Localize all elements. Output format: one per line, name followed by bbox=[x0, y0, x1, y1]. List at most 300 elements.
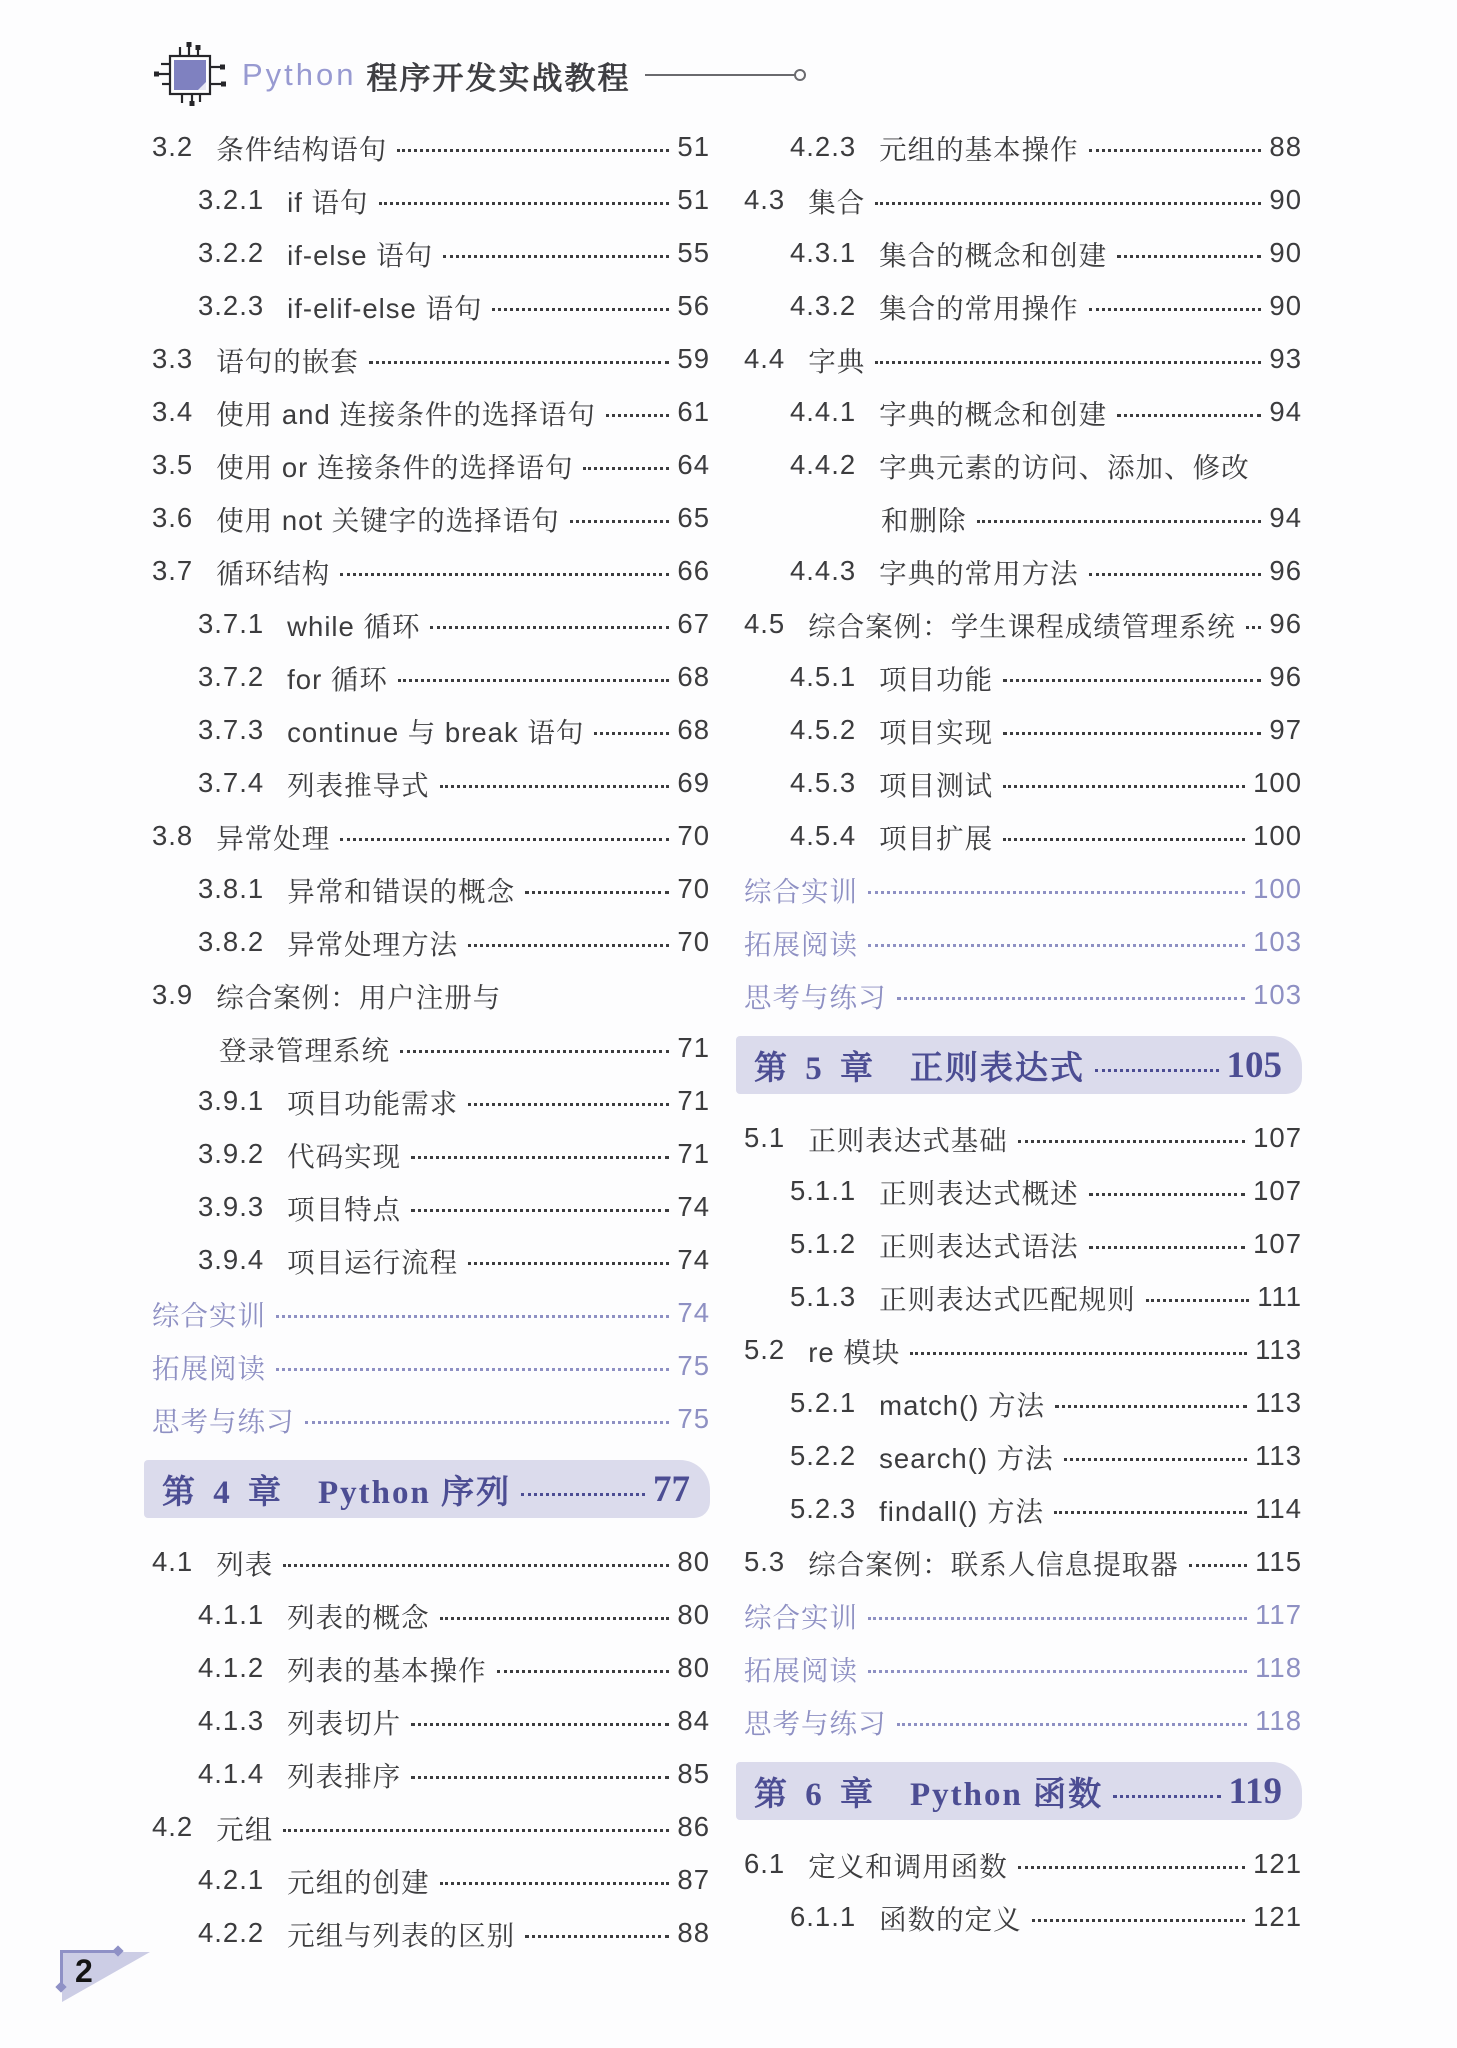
toc-column-left bbox=[152, 120, 710, 1959]
page-number: 70 bbox=[677, 872, 710, 904]
section-title: 字典元素的访问、添加、修改 bbox=[879, 451, 1250, 483]
section-number: 3.8.2 bbox=[198, 925, 265, 957]
section-number: 5.1.2 bbox=[790, 1227, 857, 1259]
toc-entry-row bbox=[744, 279, 1302, 332]
dot-leader bbox=[570, 520, 670, 523]
toc-entry-row bbox=[152, 1747, 710, 1800]
toc-entry-row bbox=[152, 1641, 710, 1694]
toc-entry-row bbox=[152, 703, 710, 756]
dot-leader bbox=[492, 308, 669, 311]
dot-leader bbox=[411, 1209, 669, 1212]
section-number: 5.2 bbox=[744, 1333, 786, 1365]
section-title: 条件结构语句 bbox=[216, 133, 388, 165]
page-number: 51 bbox=[677, 183, 710, 215]
dot-leader bbox=[497, 1670, 670, 1673]
section-number: 3.8 bbox=[152, 819, 194, 851]
special-title: 拓展阅读 bbox=[152, 1352, 266, 1384]
page-number: 64 bbox=[677, 448, 710, 480]
page-number: 71 bbox=[677, 1084, 710, 1116]
section-number: 3.4 bbox=[152, 395, 194, 427]
dot-leader bbox=[440, 785, 670, 788]
dot-leader bbox=[525, 891, 669, 894]
page-footer bbox=[60, 1948, 220, 2018]
section-title: 代码实现 bbox=[287, 1140, 402, 1172]
section-title: 综合案例：用户注册与 bbox=[216, 981, 502, 1013]
special-title: 综合实训 bbox=[744, 875, 858, 907]
section-title: match() 方法 bbox=[879, 1389, 1046, 1421]
dot-leader bbox=[1089, 308, 1262, 311]
section-number: 5.1 bbox=[744, 1121, 786, 1153]
toc-entry-row bbox=[152, 968, 710, 1021]
page-number: 88 bbox=[677, 1916, 710, 1948]
dot-leader bbox=[276, 1368, 669, 1371]
page-number: 90 bbox=[1269, 236, 1302, 268]
toc-entry-row bbox=[152, 1535, 710, 1588]
section-title: 定义和调用函数 bbox=[808, 1850, 1008, 1882]
section-number: 5.2.2 bbox=[790, 1439, 857, 1471]
dot-leader bbox=[977, 520, 1262, 523]
page-number: 80 bbox=[677, 1545, 710, 1577]
page-number: 90 bbox=[1269, 183, 1302, 215]
toc-entry-row bbox=[152, 809, 710, 862]
section-number: 4.3.2 bbox=[790, 289, 857, 321]
toc-entry-row bbox=[744, 1111, 1302, 1164]
section-number: 4.1.3 bbox=[198, 1704, 265, 1736]
section-title: 项目运行流程 bbox=[287, 1246, 459, 1278]
toc-entry-row bbox=[152, 1180, 710, 1233]
dot-leader bbox=[305, 1421, 670, 1424]
page-number: 80 bbox=[677, 1651, 710, 1683]
toc-special-row bbox=[744, 1694, 1302, 1747]
section-title: 元组的基本操作 bbox=[879, 133, 1079, 165]
section-number: 3.7.4 bbox=[198, 766, 265, 798]
section-title: 循环结构 bbox=[216, 557, 331, 589]
page-number: 70 bbox=[677, 925, 710, 957]
toc-entry-row bbox=[152, 544, 710, 597]
section-number: 3.2 bbox=[152, 130, 194, 162]
page-number: 55 bbox=[677, 236, 710, 268]
toc-entry-continuation bbox=[744, 491, 1302, 544]
section-title-continued: 和删除 bbox=[881, 504, 967, 536]
page-number: 74 bbox=[677, 1190, 710, 1222]
section-number: 4.1.1 bbox=[198, 1598, 265, 1630]
page-number: 59 bbox=[677, 342, 710, 374]
section-title: 集合的常用操作 bbox=[879, 292, 1079, 324]
section-number: 3.9.2 bbox=[198, 1137, 265, 1169]
dot-leader bbox=[283, 1564, 669, 1567]
brand-name-en: Python bbox=[242, 57, 357, 92]
section-title: 异常处理方法 bbox=[287, 928, 459, 960]
toc-special-row bbox=[744, 1641, 1302, 1694]
section-number: 5.1.3 bbox=[790, 1280, 857, 1312]
toc-entry-row bbox=[744, 1270, 1302, 1323]
section-number: 4.2.1 bbox=[198, 1863, 265, 1895]
page-number: 61 bbox=[677, 395, 710, 427]
chip-logo-icon bbox=[152, 42, 228, 108]
section-number: 4.2 bbox=[152, 1810, 194, 1842]
dot-leader bbox=[1055, 1405, 1247, 1408]
toc-entry-row bbox=[744, 1323, 1302, 1376]
page-number: 100 bbox=[1253, 766, 1302, 798]
section-title: 集合的概念和创建 bbox=[879, 239, 1108, 271]
toc-entry-row bbox=[744, 1890, 1302, 1943]
section-title: 项目功能需求 bbox=[287, 1087, 459, 1119]
toc-special-row bbox=[152, 1286, 710, 1339]
dot-leader bbox=[1117, 255, 1261, 258]
dot-leader bbox=[868, 1617, 1247, 1620]
dot-leader bbox=[1003, 785, 1245, 788]
toc-entry-row bbox=[744, 120, 1302, 173]
page-number: 56 bbox=[677, 289, 710, 321]
page-number: 71 bbox=[677, 1031, 710, 1063]
page-number: 75 bbox=[677, 1349, 710, 1381]
page-number: 85 bbox=[677, 1757, 710, 1789]
dot-leader bbox=[1189, 1564, 1247, 1567]
page-number: 93 bbox=[1269, 342, 1302, 374]
dot-leader bbox=[369, 361, 670, 364]
page-number: 121 bbox=[1253, 1847, 1302, 1879]
page-number: 74 bbox=[677, 1243, 710, 1275]
page-number: 94 bbox=[1269, 501, 1302, 533]
page-number: 114 bbox=[1255, 1492, 1302, 1524]
section-title-continued: 登录管理系统 bbox=[219, 1034, 390, 1066]
dot-leader bbox=[440, 1882, 670, 1885]
dot-leader bbox=[440, 1617, 670, 1620]
section-title: for 循环 bbox=[287, 663, 388, 695]
toc-entry-row bbox=[152, 491, 710, 544]
section-number: 4.5.1 bbox=[790, 660, 857, 692]
page-number: 67 bbox=[677, 607, 710, 639]
page-number: 80 bbox=[677, 1598, 710, 1630]
special-title: 思考与练习 bbox=[744, 981, 887, 1013]
toc-entry-row bbox=[744, 1429, 1302, 1482]
section-number: 5.2.1 bbox=[790, 1386, 857, 1418]
brand-name-zh: 程序开发实战教程 bbox=[366, 60, 631, 96]
toc-entry-row bbox=[744, 756, 1302, 809]
section-number: 3.9.1 bbox=[198, 1084, 265, 1116]
dot-leader bbox=[379, 202, 670, 205]
toc-entry-row bbox=[152, 385, 710, 438]
toc-entry-row bbox=[744, 703, 1302, 756]
dot-leader bbox=[1089, 1193, 1245, 1196]
page-number: 66 bbox=[677, 554, 710, 586]
section-number: 3.9.3 bbox=[198, 1190, 265, 1222]
page-number: 103 bbox=[1253, 978, 1302, 1010]
toc-entry-row bbox=[744, 809, 1302, 862]
page-number: 75 bbox=[677, 1402, 710, 1434]
dot-leader bbox=[606, 414, 670, 417]
dot-leader bbox=[276, 1315, 669, 1318]
section-number: 3.8.1 bbox=[198, 872, 265, 904]
section-title: 语句的嵌套 bbox=[216, 345, 359, 377]
dot-leader bbox=[583, 467, 669, 470]
page-number: 107 bbox=[1253, 1227, 1302, 1259]
toc-entry-row bbox=[744, 173, 1302, 226]
section-title: 字典的概念和创建 bbox=[879, 398, 1108, 430]
section-title: 元组的创建 bbox=[287, 1866, 430, 1898]
page-number: 86 bbox=[677, 1810, 710, 1842]
dot-leader bbox=[1032, 1919, 1245, 1922]
dot-leader bbox=[468, 1103, 669, 1106]
toc-entry-row bbox=[152, 1588, 710, 1641]
section-number: 4.4.3 bbox=[790, 554, 857, 586]
section-title: search() 方法 bbox=[879, 1442, 1054, 1474]
toc-entry-row bbox=[152, 279, 710, 332]
dot-leader bbox=[468, 944, 669, 947]
special-title: 综合实训 bbox=[152, 1299, 266, 1331]
special-title: 综合实训 bbox=[744, 1601, 858, 1633]
section-title: 项目测试 bbox=[879, 769, 994, 801]
dot-leader bbox=[910, 1352, 1247, 1355]
toc-entry-row bbox=[152, 1233, 710, 1286]
page-number: 84 bbox=[677, 1704, 710, 1736]
toc-entry-continuation bbox=[152, 1021, 710, 1074]
chapter-title: Python 序列 bbox=[318, 1474, 512, 1511]
special-title: 思考与练习 bbox=[152, 1405, 295, 1437]
section-title: 综合案例：联系人信息提取器 bbox=[808, 1548, 1179, 1580]
toc-entry-row bbox=[744, 650, 1302, 703]
section-title: if-elif-else 语句 bbox=[287, 292, 483, 324]
folio-page-number: 2 bbox=[75, 1953, 93, 1989]
section-number: 6.1 bbox=[744, 1847, 786, 1879]
section-number: 4.1 bbox=[152, 1545, 194, 1577]
section-title: 元组 bbox=[216, 1813, 274, 1845]
page-number: 96 bbox=[1269, 607, 1302, 639]
dot-leader bbox=[1089, 573, 1262, 576]
section-number: 4.3.1 bbox=[790, 236, 857, 268]
section-title: findall() 方法 bbox=[879, 1495, 1044, 1527]
section-title: 使用 not 关键字的选择语句 bbox=[216, 504, 560, 536]
toc-entry-row bbox=[744, 1837, 1302, 1890]
page-number: 107 bbox=[1253, 1121, 1302, 1153]
page-number: 113 bbox=[1255, 1386, 1302, 1418]
page-number: 71 bbox=[677, 1137, 710, 1169]
section-title: 函数的定义 bbox=[879, 1903, 1022, 1935]
section-title: if 语句 bbox=[287, 186, 369, 218]
section-number: 6.1.1 bbox=[790, 1900, 857, 1932]
chapter-page-number: 77 bbox=[653, 1468, 690, 1510]
toc-special-row bbox=[744, 862, 1302, 915]
page-number: 96 bbox=[1269, 660, 1302, 692]
page-number: 115 bbox=[1255, 1545, 1302, 1577]
dot-leader bbox=[1146, 1299, 1250, 1302]
dot-leader bbox=[1113, 1795, 1220, 1798]
section-title: 项目实现 bbox=[879, 716, 994, 748]
section-number: 5.1.1 bbox=[790, 1174, 857, 1206]
dot-leader bbox=[1054, 1511, 1247, 1514]
page-number: 87 bbox=[677, 1863, 710, 1895]
page-number: 65 bbox=[677, 501, 710, 533]
page-number: 121 bbox=[1253, 1900, 1302, 1932]
page-number: 69 bbox=[677, 766, 710, 798]
toc-entry-row bbox=[744, 332, 1302, 385]
toc-entry-row bbox=[152, 332, 710, 385]
section-title: 元组与列表的区别 bbox=[287, 1919, 516, 1951]
page-number: 100 bbox=[1253, 819, 1302, 851]
page-number: 117 bbox=[1255, 1598, 1302, 1630]
page-number: 113 bbox=[1255, 1333, 1302, 1365]
chapter-title: Python 函数 bbox=[910, 1776, 1104, 1813]
chapter-number: 第 6 章 bbox=[754, 1776, 878, 1813]
toc-entry-row bbox=[152, 120, 710, 173]
toc-special-row bbox=[152, 1339, 710, 1392]
dot-leader bbox=[1246, 626, 1262, 629]
section-number: 3.7.2 bbox=[198, 660, 265, 692]
toc-entry-row bbox=[152, 650, 710, 703]
section-number: 4.2.3 bbox=[790, 130, 857, 162]
toc-column-right bbox=[744, 120, 1302, 1943]
page-number: 97 bbox=[1269, 713, 1302, 745]
section-title: re 模块 bbox=[808, 1336, 901, 1368]
section-title: 列表的概念 bbox=[287, 1601, 430, 1633]
special-title: 拓展阅读 bbox=[744, 1654, 858, 1686]
section-number: 3.2.2 bbox=[198, 236, 265, 268]
toc-entry-row bbox=[152, 756, 710, 809]
section-title: 列表 bbox=[216, 1548, 274, 1580]
dot-leader bbox=[411, 1723, 669, 1726]
header-rule-dot bbox=[794, 69, 806, 81]
chapter-number: 第 5 章 bbox=[754, 1050, 878, 1087]
page-number: 94 bbox=[1269, 395, 1302, 427]
page-number: 90 bbox=[1269, 289, 1302, 321]
chapter-number: 第 4 章 bbox=[162, 1474, 286, 1511]
toc-entry-row bbox=[152, 1800, 710, 1853]
dot-leader bbox=[1003, 732, 1261, 735]
toc-special-row bbox=[744, 915, 1302, 968]
section-title: 综合案例：学生课程成绩管理系统 bbox=[808, 610, 1236, 642]
section-title: 使用 or 连接条件的选择语句 bbox=[216, 451, 574, 483]
dot-leader bbox=[443, 255, 669, 258]
toc-special-row bbox=[744, 968, 1302, 1021]
dot-leader bbox=[1089, 149, 1262, 152]
dot-leader bbox=[1089, 1246, 1245, 1249]
dot-leader bbox=[1003, 838, 1245, 841]
section-title: 正则表达式匹配规则 bbox=[879, 1283, 1136, 1315]
page-number: 96 bbox=[1269, 554, 1302, 586]
chapter-title: 正则表达式 bbox=[910, 1050, 1085, 1087]
page-number: 107 bbox=[1253, 1174, 1302, 1206]
dot-leader bbox=[430, 626, 669, 629]
section-number: 3.5 bbox=[152, 448, 194, 480]
dot-leader bbox=[594, 732, 669, 735]
toc-entry-row bbox=[744, 1376, 1302, 1429]
page-number: 68 bbox=[677, 660, 710, 692]
section-title: 列表排序 bbox=[287, 1760, 402, 1792]
toc-entry-row bbox=[744, 1217, 1302, 1270]
special-title: 思考与练习 bbox=[744, 1707, 887, 1739]
dot-leader bbox=[1095, 1069, 1219, 1072]
dot-leader bbox=[283, 1829, 669, 1832]
section-number: 3.7.3 bbox=[198, 713, 265, 745]
section-title: 字典的常用方法 bbox=[879, 557, 1079, 589]
section-number: 4.4.2 bbox=[790, 448, 857, 480]
page-number: 113 bbox=[1255, 1439, 1302, 1471]
section-number: 5.3 bbox=[744, 1545, 786, 1577]
page-number: 70 bbox=[677, 819, 710, 851]
page-number: 74 bbox=[677, 1296, 710, 1328]
section-title: 正则表达式概述 bbox=[879, 1177, 1079, 1209]
page-number: 118 bbox=[1255, 1704, 1302, 1736]
dot-leader bbox=[411, 1776, 669, 1779]
section-title: 集合 bbox=[808, 186, 866, 218]
toc-entry-row bbox=[152, 597, 710, 650]
page-number: 118 bbox=[1255, 1651, 1302, 1683]
toc-entry-row bbox=[744, 385, 1302, 438]
dot-leader bbox=[1064, 1458, 1247, 1461]
section-number: 3.9 bbox=[152, 978, 194, 1010]
section-number: 3.2.1 bbox=[198, 183, 265, 215]
section-title: while 循环 bbox=[287, 610, 421, 642]
section-number: 4.1.2 bbox=[198, 1651, 265, 1683]
page-number: 111 bbox=[1257, 1280, 1302, 1312]
section-title: 异常和错误的概念 bbox=[287, 875, 516, 907]
toc-entry-row bbox=[152, 1906, 710, 1959]
chapter-page-number: 105 bbox=[1226, 1044, 1282, 1086]
section-title: 正则表达式基础 bbox=[808, 1124, 1008, 1156]
dot-leader bbox=[897, 997, 1246, 1000]
toc-special-row bbox=[744, 1588, 1302, 1641]
dot-leader bbox=[1018, 1140, 1245, 1143]
section-number: 3.2.3 bbox=[198, 289, 265, 321]
page-number: 88 bbox=[1269, 130, 1302, 162]
section-title: 项目特点 bbox=[287, 1193, 402, 1225]
toc-entry-row bbox=[152, 1074, 710, 1127]
page-number: 100 bbox=[1253, 872, 1302, 904]
dot-leader bbox=[868, 944, 1245, 947]
section-number: 4.5.4 bbox=[790, 819, 857, 851]
section-title: 异常处理 bbox=[216, 822, 331, 854]
toc-entry-row bbox=[152, 226, 710, 279]
dot-leader bbox=[868, 1670, 1247, 1673]
section-number: 4.4 bbox=[744, 342, 786, 374]
dot-leader bbox=[897, 1723, 1248, 1726]
section-title: continue 与 break 语句 bbox=[287, 716, 585, 748]
dot-leader bbox=[398, 679, 670, 682]
toc-entry-row bbox=[152, 862, 710, 915]
toc-entry-row bbox=[744, 226, 1302, 279]
dot-leader bbox=[397, 149, 669, 152]
section-number: 4.1.4 bbox=[198, 1757, 265, 1789]
toc-entry-row bbox=[152, 438, 710, 491]
toc-entry-row bbox=[744, 1535, 1302, 1588]
section-title: 列表的基本操作 bbox=[287, 1654, 487, 1686]
dot-leader bbox=[340, 573, 669, 576]
section-number: 4.5.2 bbox=[790, 713, 857, 745]
dot-leader bbox=[468, 1262, 669, 1265]
toc-entry-row bbox=[152, 173, 710, 226]
toc-entry-row bbox=[152, 1853, 710, 1906]
dot-leader bbox=[400, 1050, 669, 1053]
dot-leader bbox=[875, 202, 1261, 205]
section-title: 列表推导式 bbox=[287, 769, 430, 801]
toc-special-row bbox=[152, 1392, 710, 1445]
section-number: 4.2.2 bbox=[198, 1916, 265, 1948]
section-title: 使用 and 连接条件的选择语句 bbox=[216, 398, 596, 430]
section-title: 项目扩展 bbox=[879, 822, 994, 854]
dot-leader bbox=[340, 838, 669, 841]
page-header bbox=[152, 42, 806, 108]
chapter-page-number: 119 bbox=[1228, 1770, 1282, 1812]
section-title: if-else 语句 bbox=[287, 239, 434, 271]
dot-leader bbox=[875, 361, 1261, 364]
toc-entry-row bbox=[152, 1694, 710, 1747]
dot-leader bbox=[1018, 1866, 1245, 1869]
dot-leader bbox=[521, 1493, 645, 1496]
chapter-heading bbox=[736, 1036, 1302, 1094]
section-number: 5.2.3 bbox=[790, 1492, 857, 1524]
section-number: 3.7.1 bbox=[198, 607, 265, 639]
dot-leader bbox=[1003, 679, 1261, 682]
